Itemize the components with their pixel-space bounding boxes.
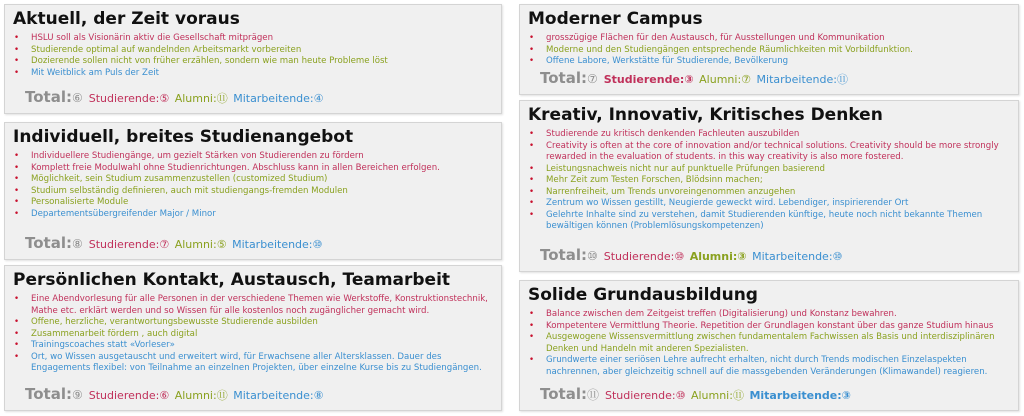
card-title: Moderner Campus xyxy=(528,9,703,29)
studierende-count xyxy=(89,238,169,251)
mitarbeitende-count xyxy=(232,238,322,251)
list-item: • Ausgewogene Wissensvermittlung zwischen fundamentalem Fachwissen als Basis und interdisziplinären Denken und Handeln mit anderen Spezialisten. xyxy=(528,332,1010,355)
list-item: • Ort, wo Wissen ausgetauscht und erweitert wird, für Erwachsene aller Altersklassen. Dauer des Engagements flexibel: von Teilnahme an einzelnen Projekten, über einzelne Kurse bis zu Studiengängen. xyxy=(13,352,493,375)
list-item: • Individuellere Studiengänge, um gezielt Stärken von Studierenden zu fördern xyxy=(13,151,493,163)
total-label: Total: xyxy=(25,385,72,403)
total-label: Total: xyxy=(25,88,72,106)
bullet-list xyxy=(13,33,493,79)
total-count: ⑥ xyxy=(71,91,83,105)
list-item: • Mit Weitblick am Puls der Zeit xyxy=(13,68,493,80)
list-item: • Komplett freie Modulwahl ohne Studienrichtungen. Abschluss kann in allen Bereichen erfolgen. xyxy=(13,163,493,175)
mitarbeitende-count xyxy=(752,250,842,263)
bullet-list xyxy=(13,294,493,375)
studierende-count xyxy=(604,73,694,86)
totals-row xyxy=(25,89,326,107)
list-item: • Offene Labore, Werkstätte für Studierende, Bevölkerung xyxy=(528,56,1010,68)
total-label: Total: xyxy=(540,246,587,264)
list-item: • Personalisierte Module xyxy=(13,197,493,209)
alumni-value: ⑪ xyxy=(216,92,228,105)
list-item: • Grundwerte einer seriösen Lehre aufrecht erhalten, nicht durch Trends modischen Einzelaspekten nachrennen, aber gleichzeitig schnell auf die massgebenden Veränderungen (Klimawandel) reagieren. xyxy=(528,355,1010,378)
card-kreativ xyxy=(519,100,1019,272)
totals-row xyxy=(540,247,844,265)
mitarbeitende-count xyxy=(233,92,323,105)
studierende-count xyxy=(605,389,685,402)
total-count: ⑨ xyxy=(71,388,83,402)
alumni-label: Alumni: xyxy=(690,389,733,402)
list-item: • Mehr Zeit zum Testen Forschen, Blödsinn machen; xyxy=(528,175,1010,187)
list-item: • Offene, herzliche, verantwortungsbewusste Studierende ausbilden xyxy=(13,317,493,329)
list-item: • Creativity is often at the core of innovation and/or technical solutions. Creativity should be more strongly rewarded in the evaluation of students. in this way creativity is also more fostered. xyxy=(528,141,1010,164)
list-item: • Studierende zu kritisch denkenden Fachleuten auszubilden xyxy=(528,129,1010,141)
alumni-count xyxy=(690,250,747,263)
studierende-value: ⑦ xyxy=(159,238,170,251)
mitarbeitende-value: ③ xyxy=(841,389,851,402)
studierende-count xyxy=(604,250,684,263)
list-item: • Balance zwischen dem Zeitgeist treffen (Digitalisierung) und Konstanz bewahren. xyxy=(528,309,1010,321)
mitarbeitende-value: ⑩ xyxy=(832,250,843,263)
card-title: Solide Grundausbildung xyxy=(528,285,758,305)
list-item: • Kompetentere Vermittlung Theorie. Repetition der Grundlagen konstant über das ganze Studium hinaus xyxy=(528,321,1010,333)
list-item: • Eine Abendvorlesung für alle Personen in der verschiedene Themen wie Werkstoffe, Konstruktionstechnik, Mathe etc. erklärt werden und so Wissen für alle kostenlos noch zugänglicher gemacht wird. xyxy=(13,294,493,317)
mitarbeitende-label: Mitarbeitende: xyxy=(756,73,837,86)
studierende-value: ⑤ xyxy=(159,92,170,105)
bullet-list xyxy=(528,33,1010,68)
alumni-value: ⑪ xyxy=(216,389,228,402)
studierende-label: Studierende: xyxy=(603,73,685,86)
list-item: • Möglichkeit, sein Studium zusammenzustellen (customized Studium) xyxy=(13,174,493,186)
mitarbeitende-label: Mitarbeitende: xyxy=(752,250,833,263)
card-title: Persönlichen Kontakt, Austausch, Teamarbeit xyxy=(13,270,451,290)
alumni-count xyxy=(175,238,227,251)
card-individuell xyxy=(4,122,502,260)
studierende-label: Studierende: xyxy=(603,250,675,263)
mitarbeitende-label: Mitarbeitende: xyxy=(749,389,842,402)
mitarbeitende-label: Mitarbeitende: xyxy=(233,92,314,105)
total-label: Total: xyxy=(540,385,587,403)
card-campus xyxy=(519,4,1019,95)
list-item: • grosszügige Flächen für den Austausch, für Ausstellungen und Kommunikation xyxy=(528,33,1010,45)
alumni-value: ⑪ xyxy=(732,389,744,402)
card-title: Kreativ, Innovativ, Kritisches Denken xyxy=(528,105,883,125)
totals-row xyxy=(540,386,853,404)
list-item: • Moderne und den Studiengängen entsprechende Räumlichkeiten mit Vorbildfunktion. xyxy=(528,45,1010,57)
alumni-value: ⑤ xyxy=(216,238,227,251)
studierende-label: Studierende: xyxy=(88,238,160,251)
bullet-list xyxy=(528,129,1010,233)
studierende-label: Studierende: xyxy=(605,389,676,402)
list-item: • Leistungsnachweis nicht nur auf punktuelle Prüfungen basierend xyxy=(528,164,1010,176)
bullet-list xyxy=(528,309,1010,378)
studierende-count xyxy=(89,92,169,105)
alumni-label: Alumni: xyxy=(699,73,742,86)
list-item: • Trainingscoaches statt «Vorleser» xyxy=(13,340,493,352)
studierende-value: ⑩ xyxy=(675,389,686,402)
alumni-count xyxy=(699,73,751,86)
studierende-value: ⑥ xyxy=(159,389,170,402)
mitarbeitende-count xyxy=(757,73,848,86)
list-item: • HSLU soll als Visionärin aktiv die Gesellschaft mitprägen xyxy=(13,33,493,45)
alumni-count xyxy=(691,389,744,402)
total-count: ⑦ xyxy=(586,72,598,86)
totals-row xyxy=(25,386,326,404)
card-grundausbildung xyxy=(519,280,1019,411)
alumni-value: ③ xyxy=(737,250,747,263)
card-aktuell xyxy=(4,4,502,114)
alumni-count xyxy=(175,389,228,402)
alumni-label: Alumni: xyxy=(174,92,217,105)
studierende-count xyxy=(89,389,169,402)
list-item: • Zusammenarbeit fördern , auch digital xyxy=(13,329,493,341)
total-count: ⑪ xyxy=(586,388,599,402)
alumni-value: ⑦ xyxy=(741,73,752,86)
card-title: Individuell, breites Studienangebot xyxy=(13,127,354,147)
mitarbeitende-label: Mitarbeitende: xyxy=(233,389,314,402)
mitarbeitende-count xyxy=(233,389,323,402)
alumni-label: Alumni: xyxy=(689,250,738,263)
mitarbeitende-label: Mitarbeitende: xyxy=(232,238,313,251)
alumni-label: Alumni: xyxy=(174,389,217,402)
list-item: • Studium selbständig definieren, auch mit studiengangs-fremden Modulen xyxy=(13,186,493,198)
studierende-label: Studierende: xyxy=(88,389,160,402)
mitarbeitende-value: ⑪ xyxy=(836,73,848,86)
mitarbeitende-count xyxy=(749,389,851,402)
mitarbeitende-value: ④ xyxy=(313,92,324,105)
list-item: • Gelehrte Inhalte sind zu verstehen, damit Studierenden künftige, heute noch nicht bekannte Themen bewältigen können (Problemlösungskompetenzen) xyxy=(528,210,1010,233)
card-title: Aktuell, der Zeit voraus xyxy=(13,9,240,29)
total-count: ⑧ xyxy=(71,237,83,251)
mitarbeitende-value: ⑩ xyxy=(312,238,323,251)
studierende-value: ③ xyxy=(684,73,694,86)
totals-row xyxy=(540,70,850,88)
totals-row xyxy=(25,235,324,253)
list-item: • Departementsübergreifender Major / Minor xyxy=(13,209,493,221)
studierende-label: Studierende: xyxy=(88,92,160,105)
list-item: • Narrenfreiheit, um Trends unvoreingenommen anzugehen xyxy=(528,187,1010,199)
studierende-value: ⑩ xyxy=(674,250,685,263)
total-label: Total: xyxy=(540,69,587,87)
total-count: ⑩ xyxy=(586,249,598,263)
total-label: Total: xyxy=(25,234,72,252)
list-item: • Dozierende sollen nicht von früher erzählen, sondern wie man heute Probleme löst xyxy=(13,56,493,68)
alumni-count xyxy=(175,92,228,105)
card-persoenlich xyxy=(4,265,502,411)
alumni-label: Alumni: xyxy=(174,238,217,251)
mitarbeitende-value: ⑧ xyxy=(313,389,324,402)
list-item: • Zentrum wo Wissen gestillt, Neugierde geweckt wird. Lebendiger, inspirierender Ort xyxy=(528,198,1010,210)
list-item: • Studierende optimal auf wandelnden Arbeitsmarkt vorbereiten xyxy=(13,45,493,57)
bullet-list xyxy=(13,151,493,220)
